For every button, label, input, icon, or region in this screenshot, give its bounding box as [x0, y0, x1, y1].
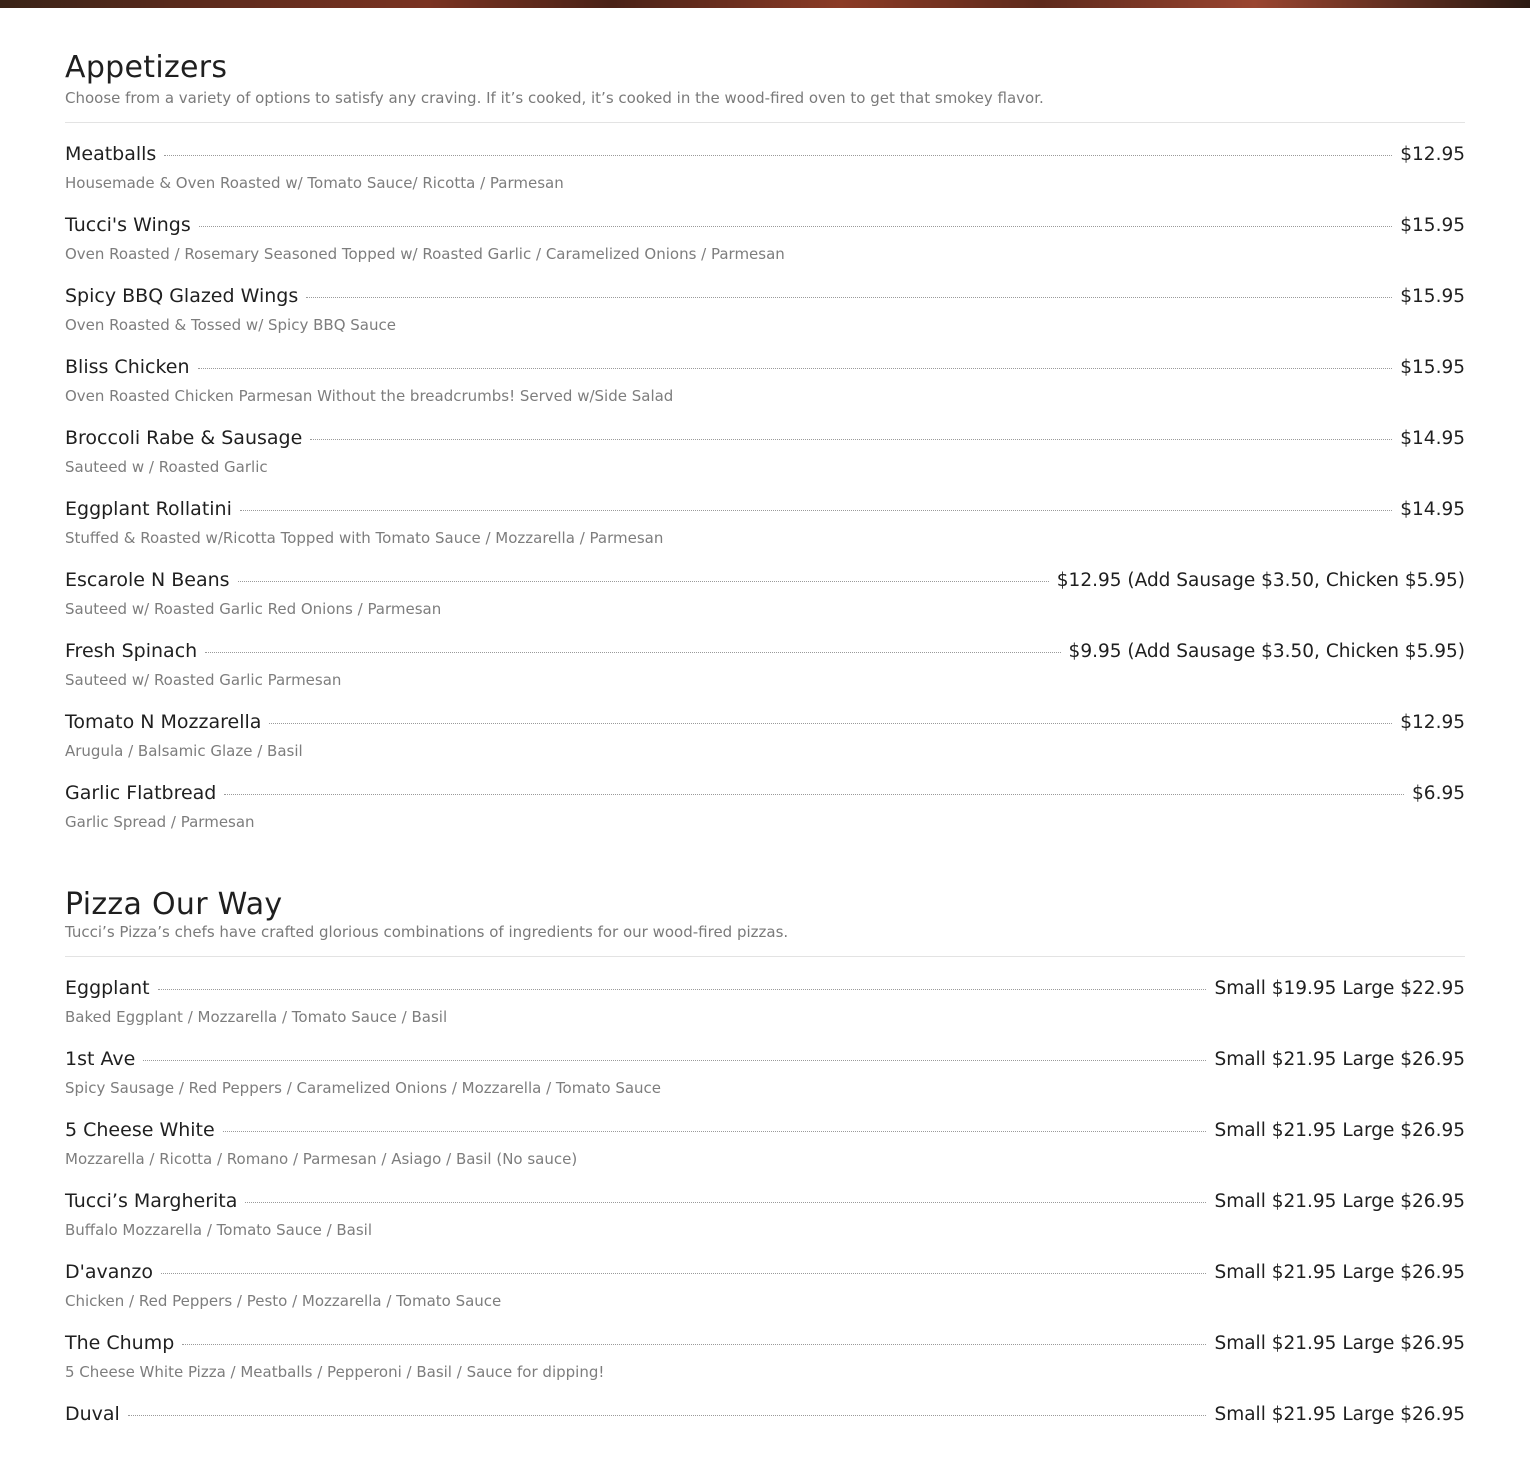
menu-item — [65, 1399, 1465, 1470]
menu-item-description: Oven Roasted & Tossed w/ Spicy BBQ Sauce — [65, 316, 396, 334]
section-description: Choose from a variety of options to satisfy any craving. If it’s cooked, it’s cooked in the wood-fired oven to get that smokey flavor. — [65, 89, 1044, 107]
menu-item — [65, 973, 1465, 1044]
menu-item-price: $14.95 — [1400, 499, 1465, 520]
dotted-leader — [164, 155, 1392, 156]
menu-item-description: Arugula / Balsamic Glaze / Basil — [65, 742, 303, 760]
menu-item-price: $15.95 — [1400, 286, 1465, 307]
menu-item-price: Small $21.95 Large $26.95 — [1214, 1333, 1465, 1354]
menu-item-name: Escarole N Beans — [65, 569, 230, 591]
section-title: Appetizers — [65, 50, 228, 85]
menu-item — [65, 423, 1465, 494]
menu-item-price: Small $21.95 Large $26.95 — [1214, 1404, 1465, 1425]
menu-item — [65, 281, 1465, 352]
section-appetizers — [65, 48, 1465, 849]
menu-item-description: Mozzarella / Ricotta / Romano / Parmesan / Asiago / Basil (No sauce) — [65, 1150, 578, 1168]
menu-item-price: Small $21.95 Large $26.95 — [1214, 1262, 1465, 1283]
menu-item — [65, 636, 1465, 707]
section-pizza-our-way — [65, 885, 1465, 1470]
menu-item-row — [65, 1328, 1465, 1358]
menu-item-row — [65, 352, 1465, 382]
menu-item — [65, 1328, 1465, 1399]
dotted-leader — [310, 439, 1392, 440]
menu-item-description: Garlic Spread / Parmesan — [65, 813, 255, 831]
menu-item-name: Tucci’s Margherita — [65, 1190, 238, 1212]
dotted-leader — [223, 1131, 1207, 1132]
menu-item-name: Duval — [65, 1403, 120, 1425]
dotted-leader — [245, 1202, 1206, 1203]
section-title: Pizza Our Way — [65, 887, 283, 922]
section-description: Tucci’s Pizza’s chefs have crafted glorious combinations of ingredients for our wood-fired pizzas. — [65, 923, 789, 941]
dotted-leader — [205, 652, 1060, 653]
menu-item-list — [65, 139, 1465, 849]
menu-item-description: Sauteed w / Roasted Garlic — [65, 458, 268, 476]
menu-item-price: Small $19.95 Large $22.95 — [1214, 978, 1465, 999]
menu-item-name: Garlic Flatbread — [65, 782, 217, 804]
dotted-leader — [238, 581, 1049, 582]
dotted-leader — [128, 1415, 1207, 1416]
menu-item-name: Tomato N Mozzarella — [65, 711, 262, 733]
menu-item-description: Oven Roasted / Rosemary Seasoned Topped w/ Roasted Garlic / Caramelized Onions / Parmesan — [65, 245, 785, 263]
dotted-leader — [182, 1344, 1206, 1345]
menu-item-row — [65, 1257, 1465, 1287]
menu-item-row — [65, 778, 1465, 808]
menu-item-name: Spicy BBQ Glazed Wings — [65, 285, 299, 307]
menu-item — [65, 707, 1465, 778]
menu-item-price: Small $21.95 Large $26.95 — [1214, 1120, 1465, 1141]
menu-item — [65, 1186, 1465, 1257]
menu-item-description: Sauteed w/ Roasted Garlic Red Onions / Parmesan — [65, 600, 442, 618]
section-divider — [65, 956, 1465, 957]
menu-item-price: Small $21.95 Large $26.95 — [1214, 1049, 1465, 1070]
menu-item-price: $14.95 — [1400, 428, 1465, 449]
dotted-leader — [158, 989, 1207, 990]
menu-item-row — [65, 210, 1465, 240]
menu-item-row — [65, 565, 1465, 595]
menu-content — [0, 48, 1530, 1470]
menu-item-name: Tucci's Wings — [65, 214, 191, 236]
menu-item-row — [65, 1115, 1465, 1145]
menu-item-row — [65, 281, 1465, 311]
menu-item-description: Buffalo Mozzarella / Tomato Sauce / Basil — [65, 1221, 373, 1239]
dotted-leader — [161, 1273, 1206, 1274]
menu-item-description: 5 Cheese White Pizza / Meatballs / Pepperoni / Basil / Sauce for dipping! — [65, 1363, 605, 1381]
menu-item-name: Meatballs — [65, 143, 157, 165]
menu-item-price: Small $21.95 Large $26.95 — [1214, 1191, 1465, 1212]
menu-item-description: Sauteed w/ Roasted Garlic Parmesan — [65, 671, 342, 689]
menu-item-price: $15.95 — [1400, 215, 1465, 236]
dotted-leader — [269, 723, 1392, 724]
menu-item-price: $15.95 — [1400, 357, 1465, 378]
hero-image-strip — [0, 0, 1530, 8]
menu-item — [65, 1044, 1465, 1115]
menu-item-description: Chicken / Red Peppers / Pesto / Mozzarella / Tomato Sauce — [65, 1292, 502, 1310]
menu-item — [65, 139, 1465, 210]
section-divider — [65, 122, 1465, 123]
menu-item-name: Fresh Spinach — [65, 640, 198, 662]
menu-item-name: 1st Ave — [65, 1048, 136, 1070]
menu-item-row — [65, 707, 1465, 737]
dotted-leader — [198, 368, 1393, 369]
menu-item — [65, 494, 1465, 565]
menu-item-row — [65, 636, 1465, 666]
menu-item — [65, 1115, 1465, 1186]
menu-item-name: Bliss Chicken — [65, 356, 190, 378]
menu-item-row — [65, 494, 1465, 524]
menu-item-name: Broccoli Rabe & Sausage — [65, 427, 303, 449]
menu-item-description: Baked Eggplant / Mozzarella / Tomato Sauce / Basil — [65, 1008, 448, 1026]
menu-item-row — [65, 973, 1465, 1003]
menu-item-price: $9.95 (Add Sausage $3.50, Chicken $5.95) — [1068, 641, 1465, 662]
menu-item — [65, 210, 1465, 281]
menu-item-row — [65, 423, 1465, 453]
menu-item-price: $12.95 — [1400, 144, 1465, 165]
menu-item — [65, 778, 1465, 849]
dotted-leader — [143, 1060, 1206, 1061]
menu-item-price: $12.95 (Add Sausage $3.50, Chicken $5.95) — [1056, 570, 1465, 591]
menu-item — [65, 352, 1465, 423]
menu-item-description: Stuffed & Roasted w/Ricotta Topped with Tomato Sauce / Mozzarella / Parmesan — [65, 529, 664, 547]
menu-item-row — [65, 139, 1465, 169]
menu-item-description: Spicy Sausage / Red Peppers / Caramelized Onions / Mozzarella / Tomato Sauce — [65, 1079, 662, 1097]
menu-item-price: $12.95 — [1400, 712, 1465, 733]
menu-item-description: Oven Roasted Chicken Parmesan Without the breadcrumbs! Served w/Side Salad — [65, 387, 674, 405]
menu-item-name: Eggplant — [65, 977, 150, 999]
menu-item — [65, 565, 1465, 636]
menu-item-name: The Chump — [65, 1332, 175, 1354]
menu-item-name: D'avanzo — [65, 1261, 154, 1283]
menu-item-description: Housemade & Oven Roasted w/ Tomato Sauce/ Ricotta / Parmesan — [65, 174, 564, 192]
dotted-leader — [199, 226, 1393, 227]
menu-item — [65, 1257, 1465, 1328]
menu-item-list — [65, 973, 1465, 1470]
menu-item-row — [65, 1186, 1465, 1216]
menu-item-price: $6.95 — [1412, 783, 1465, 804]
menu-item-name: 5 Cheese White — [65, 1119, 215, 1141]
dotted-leader — [240, 510, 1392, 511]
dotted-leader — [224, 794, 1404, 795]
menu-item-row — [65, 1044, 1465, 1074]
menu-item-name: Eggplant Rollatini — [65, 498, 232, 520]
dotted-leader — [306, 297, 1392, 298]
